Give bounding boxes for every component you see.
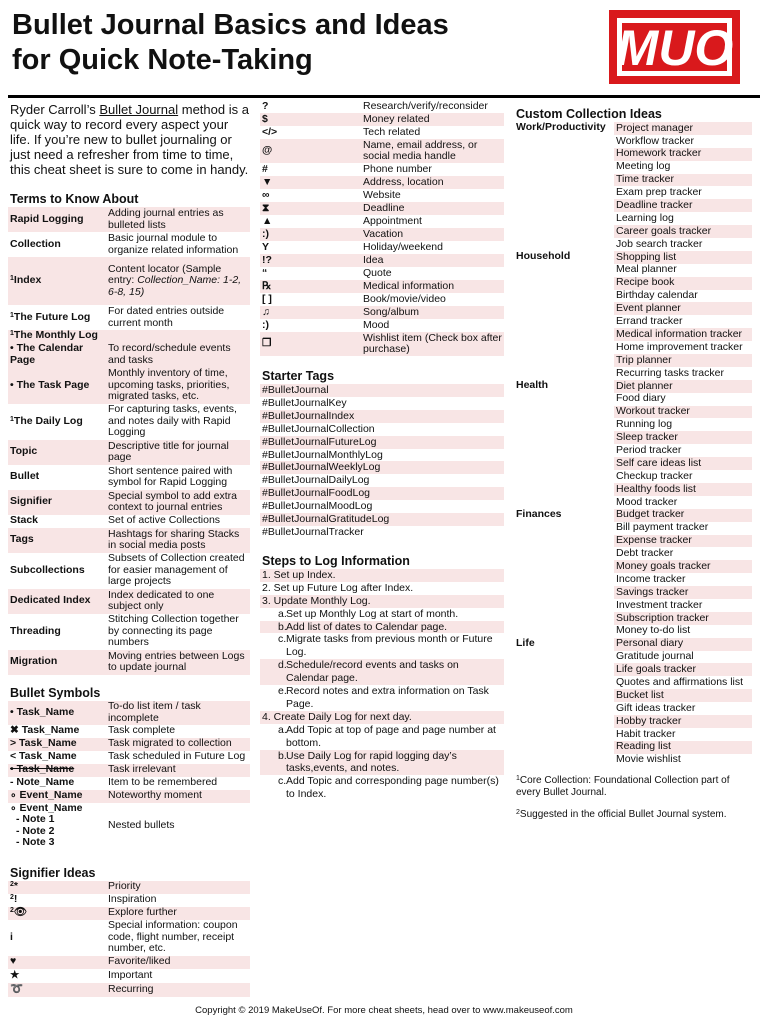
- table-row: Migration Moving entries between Logs to update journal: [8, 650, 250, 675]
- recurring-icon: ➰: [8, 983, 106, 997]
- step-letter: c.: [278, 633, 287, 646]
- symbol-cell: ∞: [262, 188, 270, 201]
- table-row: [260, 293, 504, 306]
- table-row: $^1$Index Content locator (Sample entry: Collection_Name: 1-2, 6-8, 15): [8, 257, 250, 305]
- steps-heading: Steps to Log Information: [262, 553, 410, 568]
- collection-item: Homework tracker: [614, 148, 752, 161]
- step-text: Add list of dates to Calendar page.: [286, 620, 448, 633]
- collection-item: Workout tracker: [614, 406, 752, 419]
- collection-item: Gift ideas tracker: [616, 701, 696, 714]
- collection-item: Medical information tracker: [614, 328, 752, 341]
- step-letter: b.: [278, 620, 287, 633]
- table-row: [260, 176, 504, 189]
- left-column: [8, 100, 250, 997]
- category-label: Work/Productivity: [514, 122, 614, 251]
- table-row: [260, 189, 504, 202]
- table-row: Bullet Short sentence paired with symbol for Rapid Logging: [10, 464, 233, 488]
- symbol-cell: ❐: [260, 332, 361, 356]
- table-row: $^1$The Daily Log For capturing tasks, events, and notes daily with Rapid Logging: [10, 403, 237, 439]
- header-rule: [8, 95, 760, 98]
- collection-item: Quotes and affirmations list: [616, 675, 744, 688]
- tag-item: #BulletJournalCollection: [262, 422, 375, 435]
- step-letter: e.: [278, 685, 287, 698]
- tag-item: #BulletJournalIndex: [260, 410, 504, 423]
- category-label: Household: [514, 251, 614, 380]
- collection-item: Recipe book: [614, 277, 752, 290]
- step-letter: a.: [278, 607, 287, 620]
- middle-column: [260, 100, 504, 801]
- step-text: Use Daily Log for rapid logging day’s tasks,events, and notes.: [286, 749, 457, 775]
- tag-item: #BulletJournalFutureLog: [260, 436, 504, 449]
- collection-item: Time tracker: [614, 174, 752, 187]
- collection-item: Sleep tracker: [614, 431, 752, 444]
- collection-item: Budget tracker: [614, 509, 752, 522]
- collection-item: Learning log: [616, 211, 674, 224]
- symbol-desc: Research/verify/reconsider: [363, 99, 488, 112]
- heart-icon: ♥: [8, 956, 106, 969]
- step-item: 2. Set up Future Log after Index.: [262, 581, 414, 594]
- collection-item: Errand tracker: [616, 315, 683, 328]
- collection-item: Expense tracker: [614, 535, 752, 548]
- custom-heading: Custom Collection Ideas: [516, 107, 662, 121]
- step-text: Add Topic and corresponding page number(s) to Index.: [286, 775, 499, 801]
- symbol-cell: @: [260, 139, 361, 163]
- table-row: • The Calendar Page To record/schedule events and tasks: [8, 342, 250, 368]
- step-item: [260, 775, 504, 801]
- symbol-cell: [ ]: [262, 292, 272, 305]
- symbol-desc: Name, email address, or social media handle: [361, 139, 504, 163]
- table-row: Dedicated Index Index dedicated to one subject only: [8, 589, 250, 614]
- table-row: ✖ Task_Name Task complete: [10, 724, 176, 737]
- symbol-cell: “: [262, 266, 268, 279]
- symbol-cell: Y: [262, 240, 270, 253]
- collection-item: Recurring tasks tracker: [616, 366, 724, 379]
- table-row: [514, 122, 752, 135]
- collection-item: Money goals tracker: [614, 560, 752, 573]
- step-item: [260, 750, 504, 776]
- collection-item: Subscription tracker: [614, 612, 752, 625]
- symbols-table: [260, 100, 504, 356]
- collection-item: Bill payment tracker: [616, 521, 709, 534]
- table-row: [260, 267, 504, 280]
- table-row: ➰ Recurring: [8, 983, 250, 997]
- terms-heading: Terms to Know About: [10, 192, 139, 206]
- bullet-journal-link[interactable]: Bullet Journal: [99, 102, 179, 117]
- step-text: Record notes and extra information on Task Page.: [286, 685, 489, 710]
- collection-item: Career goals tracker: [614, 225, 752, 238]
- table-row: [260, 163, 504, 176]
- collection-item: Healthy foods list: [614, 483, 752, 496]
- steps-list: [260, 569, 504, 801]
- symbol-desc: Medical information: [361, 280, 504, 293]
- collection-item: Job search tracker: [616, 237, 703, 250]
- table-row: Threading Stitching Collection together by connecting its page numbers: [10, 613, 239, 649]
- table-row: [260, 113, 504, 126]
- collection-item: Personal diary: [614, 638, 752, 651]
- tag-item: #BulletJournalKey: [262, 396, 347, 409]
- table-row: > Task_Name Task migrated to collection: [8, 738, 250, 751]
- symbol-cell: #: [262, 162, 268, 175]
- tags-list: [260, 384, 504, 539]
- table-row: [260, 126, 504, 139]
- table-row: [260, 319, 504, 332]
- step-letter: d.: [278, 659, 287, 672]
- step-item: 4. Create Daily Log for next day.: [260, 711, 504, 724]
- tag-item: #BulletJournalGratitudeLog: [260, 513, 504, 526]
- symbol-desc: Website: [363, 188, 401, 201]
- symbol-cell: ▼: [260, 176, 361, 189]
- signifiers-heading: Signifier Ideas: [10, 865, 96, 880]
- table-row: Tags Hashtags for sharing Stacks in social media posts: [8, 528, 250, 553]
- step-item: [260, 724, 504, 750]
- symbol-cell: :): [260, 228, 361, 241]
- svg-text:MUO: MUO: [616, 20, 734, 76]
- category-label: Life: [514, 638, 614, 767]
- table-row: ∘ Event_Name - Note 1 - Note 2 - Note 3 Nested bullets: [10, 801, 175, 848]
- table-row: [260, 241, 504, 254]
- table-row: i Special information: coupon code, flight number, receipt number, etc.: [10, 919, 238, 955]
- table-row: Topic Descriptive title for journal page: [8, 440, 250, 465]
- tags-heading: Starter Tags: [262, 369, 335, 383]
- collection-item: Meeting log: [616, 160, 671, 173]
- collection-item: Trip planner: [614, 354, 752, 367]
- table-row: • Task_Name To-do list item / task incomplete: [8, 701, 250, 725]
- table-row: $^1$The Monthly Log: [8, 330, 250, 342]
- symbol-desc: Money related: [361, 113, 504, 126]
- table-row: $^2$* Priority: [8, 881, 250, 894]
- collection-item: Food diary: [616, 392, 666, 405]
- tag-item: #BulletJournalTracker: [262, 525, 364, 538]
- title-line-2: for Quick Note-Taking: [12, 44, 313, 76]
- table-row: [260, 332, 504, 356]
- tag-item: #BulletJournalMoodLog: [262, 500, 373, 513]
- category-label: Finances: [514, 509, 614, 638]
- symbol-cell: :): [262, 318, 269, 331]
- table-row: [260, 139, 504, 163]
- table-row: [260, 280, 504, 293]
- table-row: [514, 380, 752, 393]
- collection-item: Income tracker: [616, 572, 686, 585]
- collection-item: Running log: [616, 418, 673, 431]
- table-row: [514, 638, 752, 651]
- step-text: Add Topic at top of page and page number at bottom.: [286, 723, 496, 749]
- table-row: < Task_Name Task scheduled in Future Log: [10, 750, 246, 763]
- collection-item: Gratitude journal: [616, 650, 694, 663]
- symbol-desc: Appointment: [363, 214, 422, 227]
- step-text: Set up Monthly Log at start of month.: [286, 607, 459, 620]
- collection-item: Reading list: [614, 741, 752, 754]
- step-letter: c.: [278, 775, 287, 788]
- symbol-cell: $: [260, 113, 361, 126]
- collection-item: Bucket list: [614, 689, 752, 702]
- table-row: - Note_Name Item to be remembered: [10, 776, 218, 789]
- symbol-desc: Wishlist item (Check box after purchase): [361, 332, 504, 356]
- symbol-desc: Deadline: [361, 202, 504, 215]
- collection-item: Home improvement tracker: [616, 340, 743, 353]
- collection-item: Period tracker: [616, 443, 682, 456]
- muo-logo[interactable]: [609, 10, 740, 84]
- tag-item: #BulletJournal: [260, 384, 504, 397]
- collection-item: Checkup tracker: [616, 469, 693, 482]
- footnotes: [514, 775, 752, 821]
- table-row: Signifier Special symbol to add extra context to journal entries: [8, 490, 250, 515]
- collection-item: Meal planner: [616, 263, 677, 276]
- table-row: Collection Basic journal module to organize related information: [10, 232, 239, 256]
- table-row: ∘ Event_Name Noteworthy moment: [8, 790, 250, 803]
- collection-item: Event planner: [614, 302, 752, 315]
- collection-item: Workflow tracker: [616, 134, 694, 147]
- tag-item: #BulletJournalDailyLog: [262, 474, 370, 487]
- symbol-desc: Tech related: [363, 125, 421, 138]
- table-row: [514, 509, 752, 522]
- step-text: Schedule/record events and tasks on Calendar page.: [286, 659, 459, 685]
- collection-item: Money to-do list: [616, 624, 691, 637]
- step-letter: a.: [278, 723, 287, 736]
- collection-item: Habit tracker: [616, 727, 676, 740]
- tag-item: #BulletJournalMonthlyLog: [262, 448, 383, 461]
- table-row: • The Task Page Monthly inventory of time, upcoming tasks, priorities, migrated tasks, etc.: [8, 368, 250, 404]
- footnote-2: $^2$Suggested in the official Bullet Journal system.: [516, 808, 727, 820]
- page-title: [12, 8, 572, 78]
- symbol-cell: ⧗: [260, 202, 361, 215]
- table-row: [260, 100, 504, 113]
- footer-copyright: Copyright © 2019 MakeUseOf. For more cheat sheets, head over to www.makeuseof.com: [195, 1005, 573, 1016]
- custom-table: [514, 122, 752, 767]
- collection-item: Mood tracker: [616, 495, 678, 508]
- table-row: [514, 251, 752, 264]
- table-row: [260, 215, 504, 228]
- symbol-cell: ℞: [260, 280, 361, 293]
- terms-table: [8, 207, 250, 675]
- collection-item: Project manager: [614, 122, 752, 135]
- footnote-1: $^1$Core Collection: Foundational Collection part of every Bullet Journal.: [516, 774, 730, 798]
- table-row: $^1$The Future Log For dated entries outside current month: [10, 305, 225, 329]
- symbol-desc: Mood: [363, 318, 390, 331]
- eye-icon: 👁: [13, 906, 28, 919]
- symbol-cell: ?: [262, 99, 269, 112]
- star-icon: ★: [10, 968, 20, 981]
- symbol-desc: Phone number: [363, 162, 432, 175]
- symbol-cell: !?: [260, 254, 361, 267]
- symbol-desc: Quote: [363, 266, 392, 279]
- step-item: [260, 621, 504, 634]
- symbol-desc: Holiday/weekend: [363, 240, 443, 253]
- collection-item: Movie wishlist: [616, 753, 681, 766]
- title-line-1: Bullet Journal Basics and Ideas: [12, 9, 449, 41]
- table-row: [260, 228, 504, 241]
- symbol-desc: Song/album: [361, 306, 504, 319]
- collection-item: Debt tracker: [616, 547, 674, 560]
- symbol-cell: ▲: [262, 214, 273, 227]
- collection-item: Self care ideas list: [614, 457, 752, 470]
- symbol-desc: Vacation: [361, 228, 504, 241]
- symbol-desc: Address, location: [361, 176, 504, 189]
- symbol-cell: ♫: [260, 306, 361, 319]
- step-item: [260, 685, 504, 711]
- tag-item: #BulletJournalWeeklyLog: [260, 461, 504, 474]
- collection-item: Life goals tracker: [614, 663, 752, 676]
- table-row: Stack Set of active Collections: [10, 514, 221, 527]
- collection-item: Exam prep tracker: [616, 186, 702, 199]
- collection-item: Investment tracker: [616, 598, 703, 611]
- table-row: $^2$! Inspiration: [10, 893, 157, 906]
- step-item: [260, 608, 504, 621]
- step-text: Migrate tasks from previous month or Future Log.: [286, 633, 493, 659]
- symbol-desc: Book/movie/video: [363, 292, 446, 305]
- step-letter: b.: [278, 749, 287, 762]
- collection-item: Diet planner: [614, 380, 752, 393]
- collection-item: Birthday calendar: [616, 289, 698, 302]
- symbol-cell: </>: [262, 125, 278, 138]
- table-row: ♥ Favorite/liked: [8, 956, 250, 969]
- table-row: Rapid Logging Adding journal entries as bulleted lists: [8, 207, 250, 232]
- step-item: [260, 659, 504, 685]
- table-row: ★ Important: [10, 968, 153, 981]
- right-column: [514, 100, 752, 821]
- bullets-table: [8, 701, 250, 849]
- collection-item: Savings tracker: [614, 586, 752, 599]
- signifiers-table: [8, 881, 250, 997]
- intro-text: Ryder Carroll’s Bullet Journal method is a quick way to record every aspect your life. If you’re new to bullet journaling or just need a refresher from time to time, this cheat sheet is sure to come in handy.: [10, 102, 249, 177]
- collection-item: Hobby tracker: [614, 715, 752, 728]
- collection-item: Shopping list: [614, 251, 752, 264]
- step-item: 1. Set up Index.: [260, 569, 504, 582]
- table-row: $^2$👁 Explore further: [8, 907, 250, 920]
- table-row: [260, 306, 504, 319]
- category-label: Health: [514, 380, 614, 509]
- bullets-heading: Bullet Symbols: [10, 685, 101, 700]
- table-row: • Task_Name Task irrelevant: [8, 764, 250, 777]
- collection-item: Deadline tracker: [614, 199, 752, 212]
- table-row: [260, 202, 504, 215]
- tag-item: #BulletJournalFoodLog: [260, 487, 504, 500]
- table-row: Subcollections Subsets of Collection created for easier management of large projects: [10, 552, 245, 588]
- symbol-desc: Idea: [361, 254, 504, 267]
- step-item: 3. Update Monthly Log.: [260, 595, 504, 608]
- table-row: [260, 254, 504, 267]
- step-item: [260, 633, 504, 659]
